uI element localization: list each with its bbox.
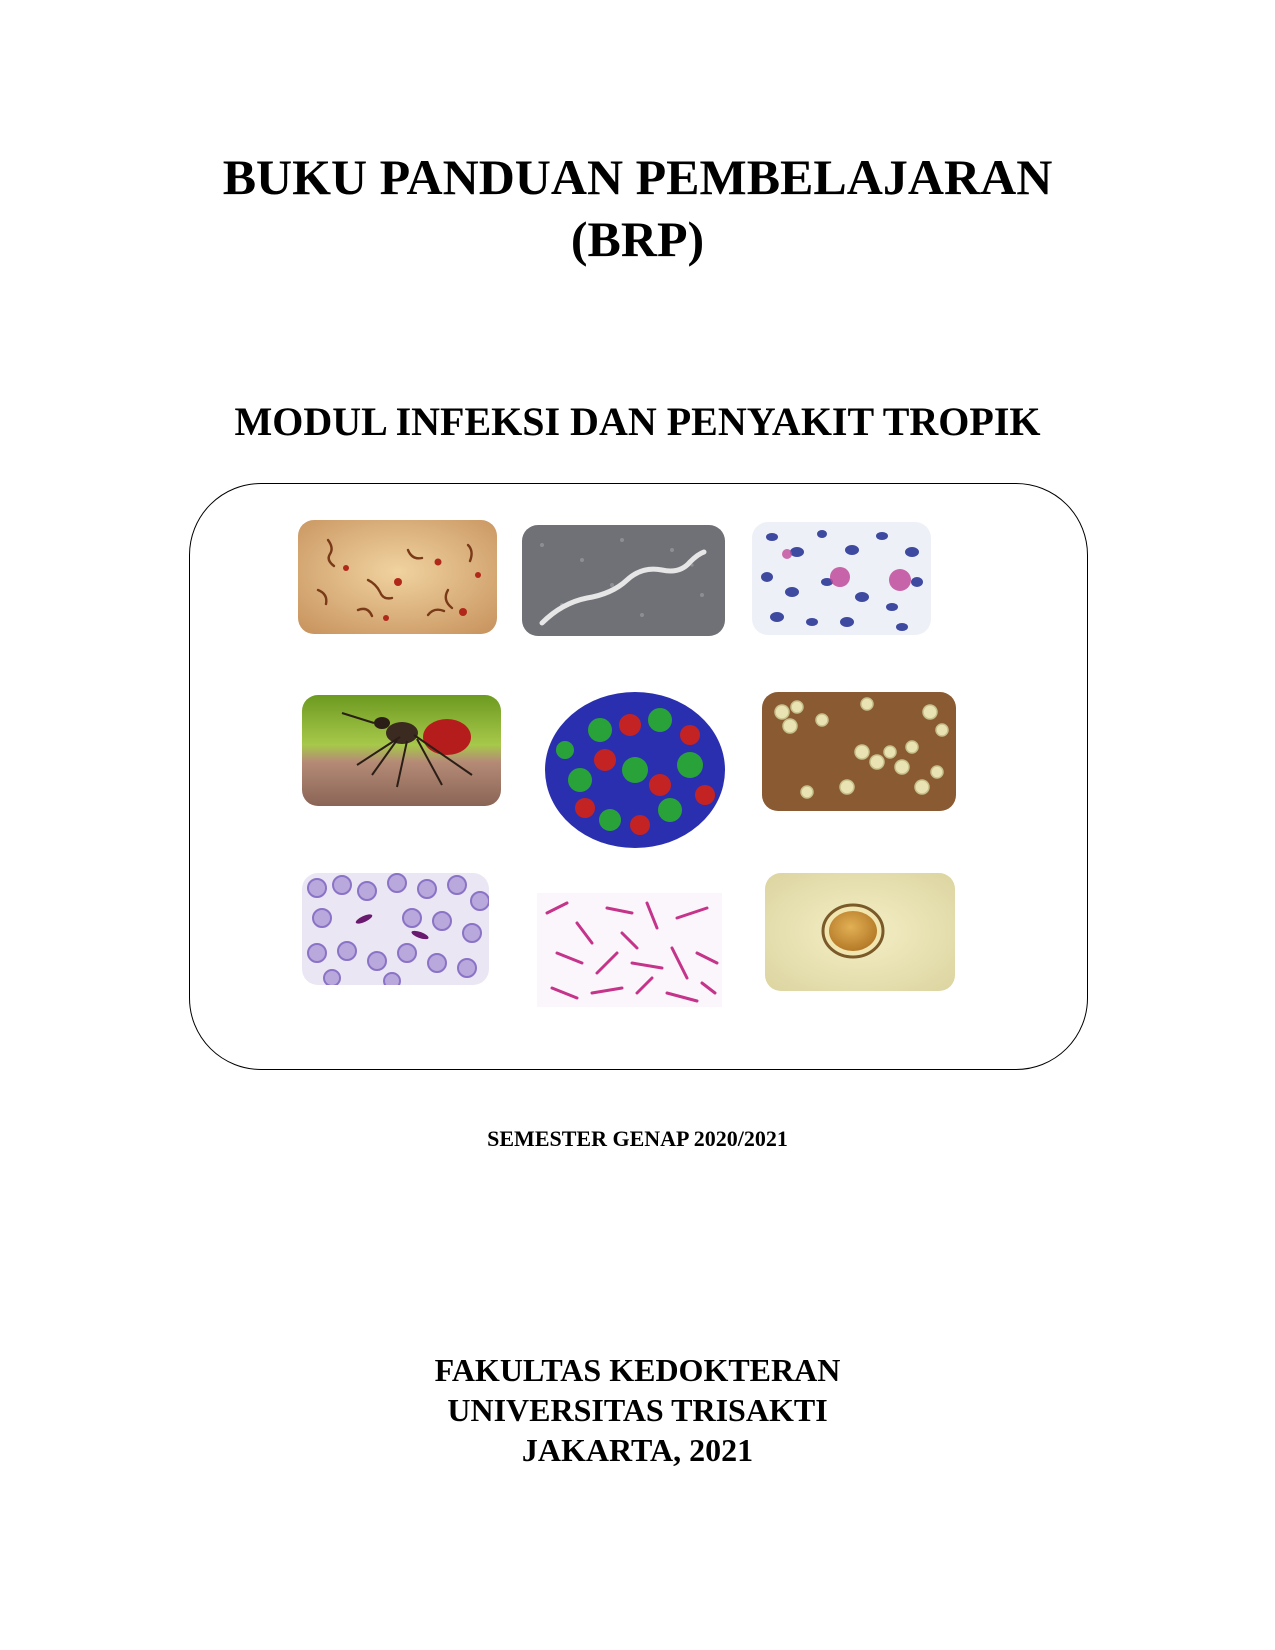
spirochete-micrograph-image bbox=[522, 525, 725, 636]
faculty-name: FAKULTAS KEDOKTERAN bbox=[434, 1352, 841, 1388]
fungal-cells-image bbox=[762, 692, 956, 811]
blue-stained-cells-image bbox=[752, 522, 931, 635]
city-year: JAKARTA, 2021 bbox=[521, 1432, 754, 1468]
parasite-egg-image bbox=[765, 873, 955, 991]
bacteria-stain-image bbox=[298, 520, 497, 634]
blood-smear-image bbox=[302, 873, 489, 985]
mosquito-image bbox=[302, 695, 501, 806]
semester-label: SEMESTER GENAP 2020/2021 bbox=[487, 1126, 788, 1151]
module-title: MODUL INFEKSI DAN PENYAKIT TROPIK bbox=[234, 399, 1041, 444]
virus-capsid-image bbox=[540, 690, 730, 850]
cover-title-line1: BUKU PANDUAN PEMBELAJARAN bbox=[222, 149, 1053, 205]
cover-title-line2: (BRP) bbox=[570, 211, 705, 267]
university-name: UNIVERSITAS TRISAKTI bbox=[447, 1392, 828, 1428]
rod-bacteria-stain-image bbox=[537, 893, 722, 1007]
